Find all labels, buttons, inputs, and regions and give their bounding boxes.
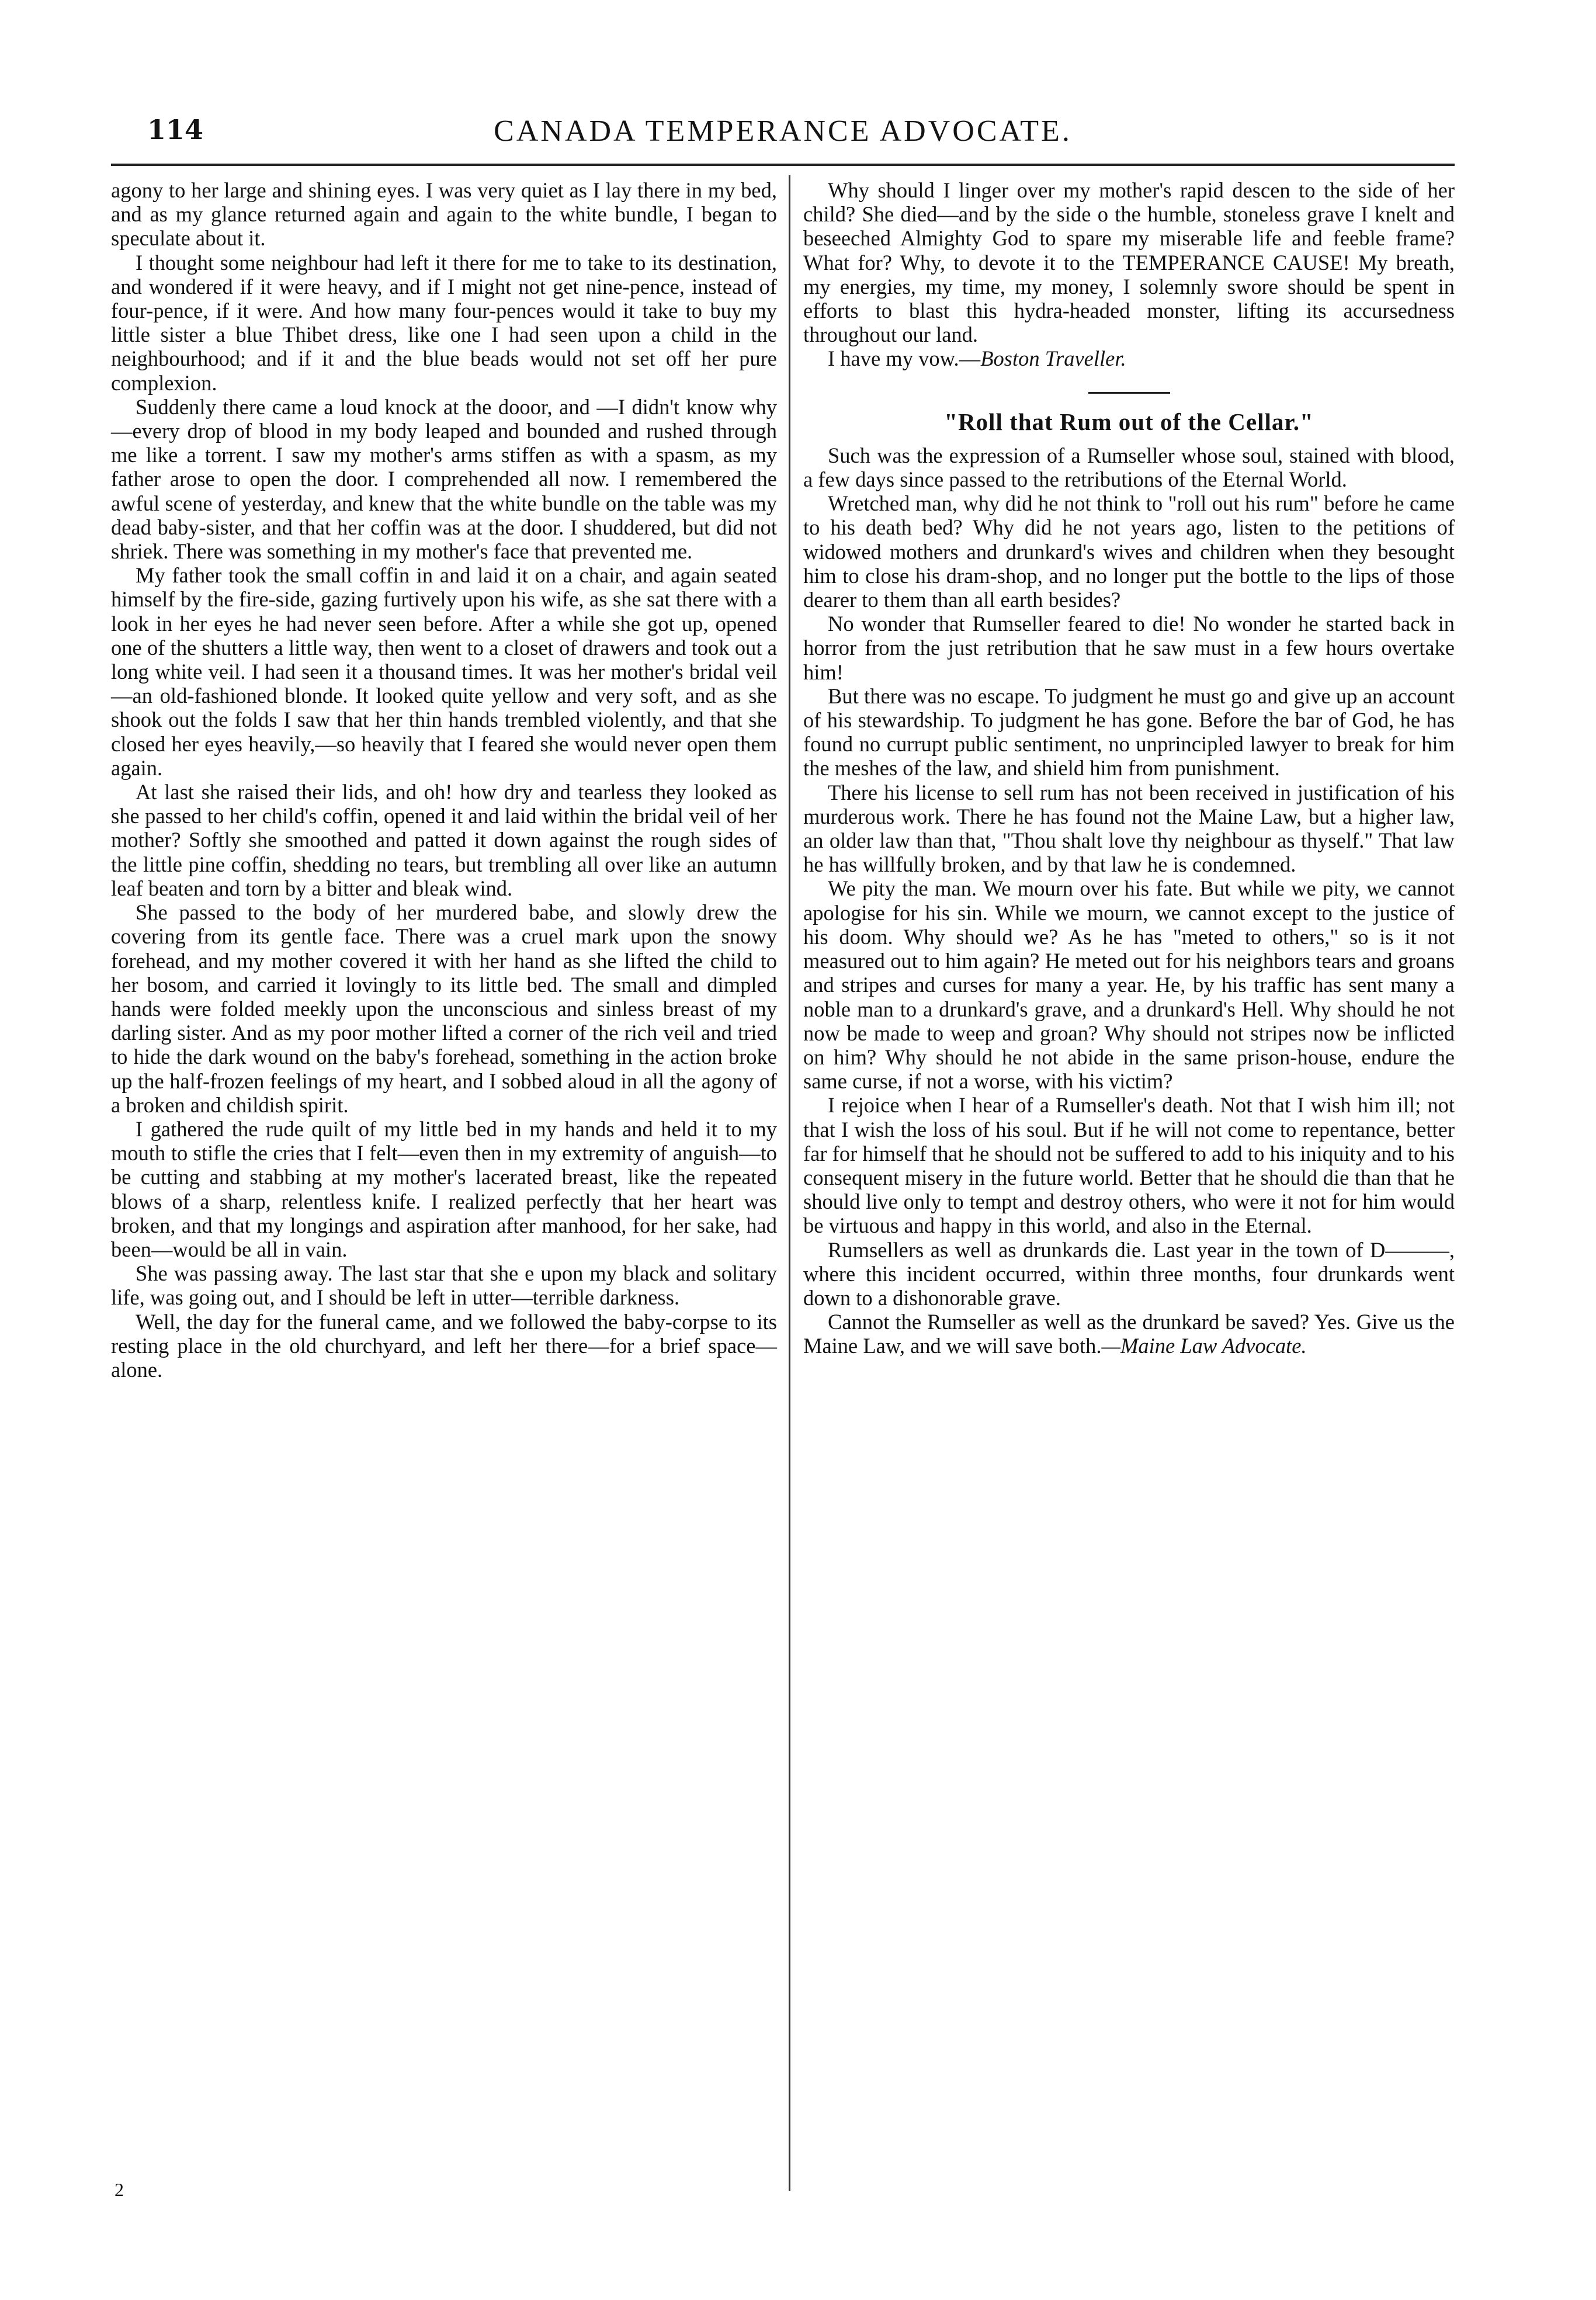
paragraph-closing — [803, 346, 1455, 370]
page-header — [111, 114, 1455, 155]
paragraph: Well, the day for the funeral came, and we followed the baby-corpse to its resting place in the old churchyard, and left her there—for a brief space—alone. — [111, 1309, 777, 1382]
paragraph: At last she raised their lids, and oh! how dry and tearless they looked as she passed to her child's coffin, opened it and laid within the bridal veil of her mother? Softly she smoothed and patted it down against the rough sides of the little pine coffin, shedding no tears, but trembling all over like an autumn leaf beaten and torn by a bitter and bleak wind. — [111, 780, 777, 900]
paragraph: I rejoice when I hear of a Rumseller's death. Not that I wish him ill; not that I wish the loss of his soul. But if he will not come to repentance, better far for himself that he should not be suffered to add to his iniquity and to his consequent misery in the future world. Better that he should die than that he should live only to tempt and destroy others, who were it not for him would be virtuous and happy in this world, and also in the Eternal. — [803, 1093, 1455, 1238]
paragraph: Rumsellers as well as drunkards die. Last year in the town of D———, where this incident occurred, within three months, four drunkards went down to a dishonorable grave. — [803, 1237, 1455, 1310]
column-divider — [789, 175, 790, 2191]
paragraph: No wonder that Rumseller feared to die! No wonder he started back in horror from the just retribution that he saw must in a few hours overtake him! — [803, 612, 1455, 684]
source-attribution: —Maine Law Advocate. — [1101, 1334, 1307, 1358]
paragraph-text: Cannot the Rumseller as well as the drunkard be saved? Yes. Give us the Maine Law, and we will save both. — [803, 1310, 1455, 1358]
source-attribution: Boston Traveller. — [980, 346, 1126, 371]
paragraph-closing — [803, 1310, 1455, 1358]
paragraph: We pity the man. We mourn over his fate. But while we pity, we cannot apologise for his sin. While we mourn, we cannot except to the justice of his doom. Why should we? As he has "meted to others," so is it not measured out to him again? He meted out for his neighbors tears and groans and stripes and curses for many a year. He, by his traffic has sent many a noble man to a drunkard's grave, and a drunkard's Hell. Why should he not now be made to weep and groan? Why should not stripes now be inflicted on him? Why should he not abide in the same prison-house, endure the same curse, if not a worse, with his victim? — [803, 876, 1455, 1094]
paragraph: My father took the small coffin in and laid it on a chair, and again seated himself by the fire-side, gazing furtively upon his wife, as she sat there with a look in her eyes he had never seen before. After a while she got up, opened one of the shutters a little way, then went to a closet of drawers and took out a long white veil. I had seen it a thousand times. It was her mother's bridal veil—an old-fashioned blonde. It looked quite yellow and very soft, and as she shook out the folds I saw that her thin hands trembled violently, and that she closed her eyes heavily,—so heavily that I feared she would never open them again. — [111, 563, 777, 780]
page-number: 114 — [147, 114, 204, 145]
right-column — [803, 178, 1455, 1358]
closing-text: I have my vow.— — [828, 346, 981, 371]
paragraph: But there was no escape. To judgment he must go and give up an account of his stewardship. To judgment he has gone. Before the bar of God, he has found no currupt public sentiment, no unprincipled lawyer to break for him the meshes of the law, and shield him from punishment. — [803, 684, 1455, 780]
section-divider — [1088, 392, 1170, 394]
article-title: "Roll that Rum out of the Cellar." — [944, 408, 1314, 435]
paragraph: She passed to the body of her murdered babe, and slowly drew the covering from its gentle face. There was a cruel mark upon the snowy forehead, and my mother covered it with her hand as she lifted the child to her bosom, and carried it lovingly to its little bed. The small and dimpled hands were folded meekly upon the unconscious and sinless breast of my darling sister. And as my poor mother lifted a corner of the rich veil and tried to hide the dark wound on the baby's forehead, something in the action broke up the half-frozen feelings of my heart, and I sobbed aloud in all the agony of a broken and childish spirit. — [111, 900, 777, 1117]
paragraph: I thought some neighbour had left it there for me to take to its destination, and wondered if it were heavy, and if I might not get nine-pence, instead of four-pence, if it were. And how many four-pences would it take to buy my little sister a blue Thibet dress, like one I had seen upon a child in the neighbourhood; and if it and the blue beads would not set off her pure complexion. — [111, 250, 777, 395]
paragraph: Wretched man, why did he not think to "roll out his rum" before he came to his death bed? Why did he not years ago, listen to the petitions of widowed mothers and drunkard's wives and children when they besought him to close his dram-shop, and no longer put the bottle to the lips of those dearer to them than all earth besides? — [803, 491, 1455, 612]
paragraph: agony to her large and shining eyes. I was very quiet as I lay there in my bed, and as my glance returned again and again to the white bundle, I began to speculate about it. — [111, 178, 777, 251]
paragraph: I gathered the rude quilt of my little bed in my hands and held it to my mouth to stifle the cries that I felt—even then in my extremity of anguish—to be cutting and stabbing at my mother's lacerated breast, like the repeated blows of a sharp, relentless knife. I realized perfectly that her heart was broken, and that my longings and aspiration after manhood, for her sake, had been—would be all in vain. — [111, 1116, 777, 1261]
paragraph: Such was the expression of a Rumseller whose soul, stained with blood, a few days since passed to the retributions of the Eternal World. — [803, 443, 1455, 492]
paragraph: Why should I linger over my mother's rapid descen to the side of her child? She died—and by the side o the humble, stoneless grave I knelt and beseeched Almighty God to spare my miserable life and feeble frame? What for? Why, to devote it to the TEMPERANCE CAUSE! My breath, my energies, my time, my money, I solemnly swore should be spent in efforts to blast this hydra-headed monster, lifting its accursedness throughout our land. — [803, 178, 1455, 347]
header-rule — [111, 164, 1455, 166]
signature-mark: 2 — [115, 2179, 124, 2200]
left-column — [111, 178, 777, 1382]
paragraph: Suddenly there came a loud knock at the dooor, and —I didn't know why—every drop of blood in my body leaped and bounded and rushed through me like a torrent. I saw my mother's arms stiffen as with a spasm, as my father arose to open the door. I comprehended all now. I remembered the awful scene of yesterday, and knew that the white bundle on the table was my dead baby-sister, and that her coffin was at the door. I shuddered, but did not shriek. There was something in my mother's face that prevented me. — [111, 394, 777, 564]
paragraph: There his license to sell rum has not been received in justification of his murderous work. There he has found not the Maine Law, but a higher law, an older law than that, "Thou shalt love thy neighbour as thyself." That law he has willfully broken, and by that law he is condemned. — [803, 780, 1455, 877]
paragraph: She was passing away. The last star that she e upon my black and solitary life, was going out, and I should be left in utter—terrible darkness. — [111, 1261, 777, 1310]
masthead: CANADA TEMPERANCE ADVOCATE. — [494, 115, 1072, 148]
